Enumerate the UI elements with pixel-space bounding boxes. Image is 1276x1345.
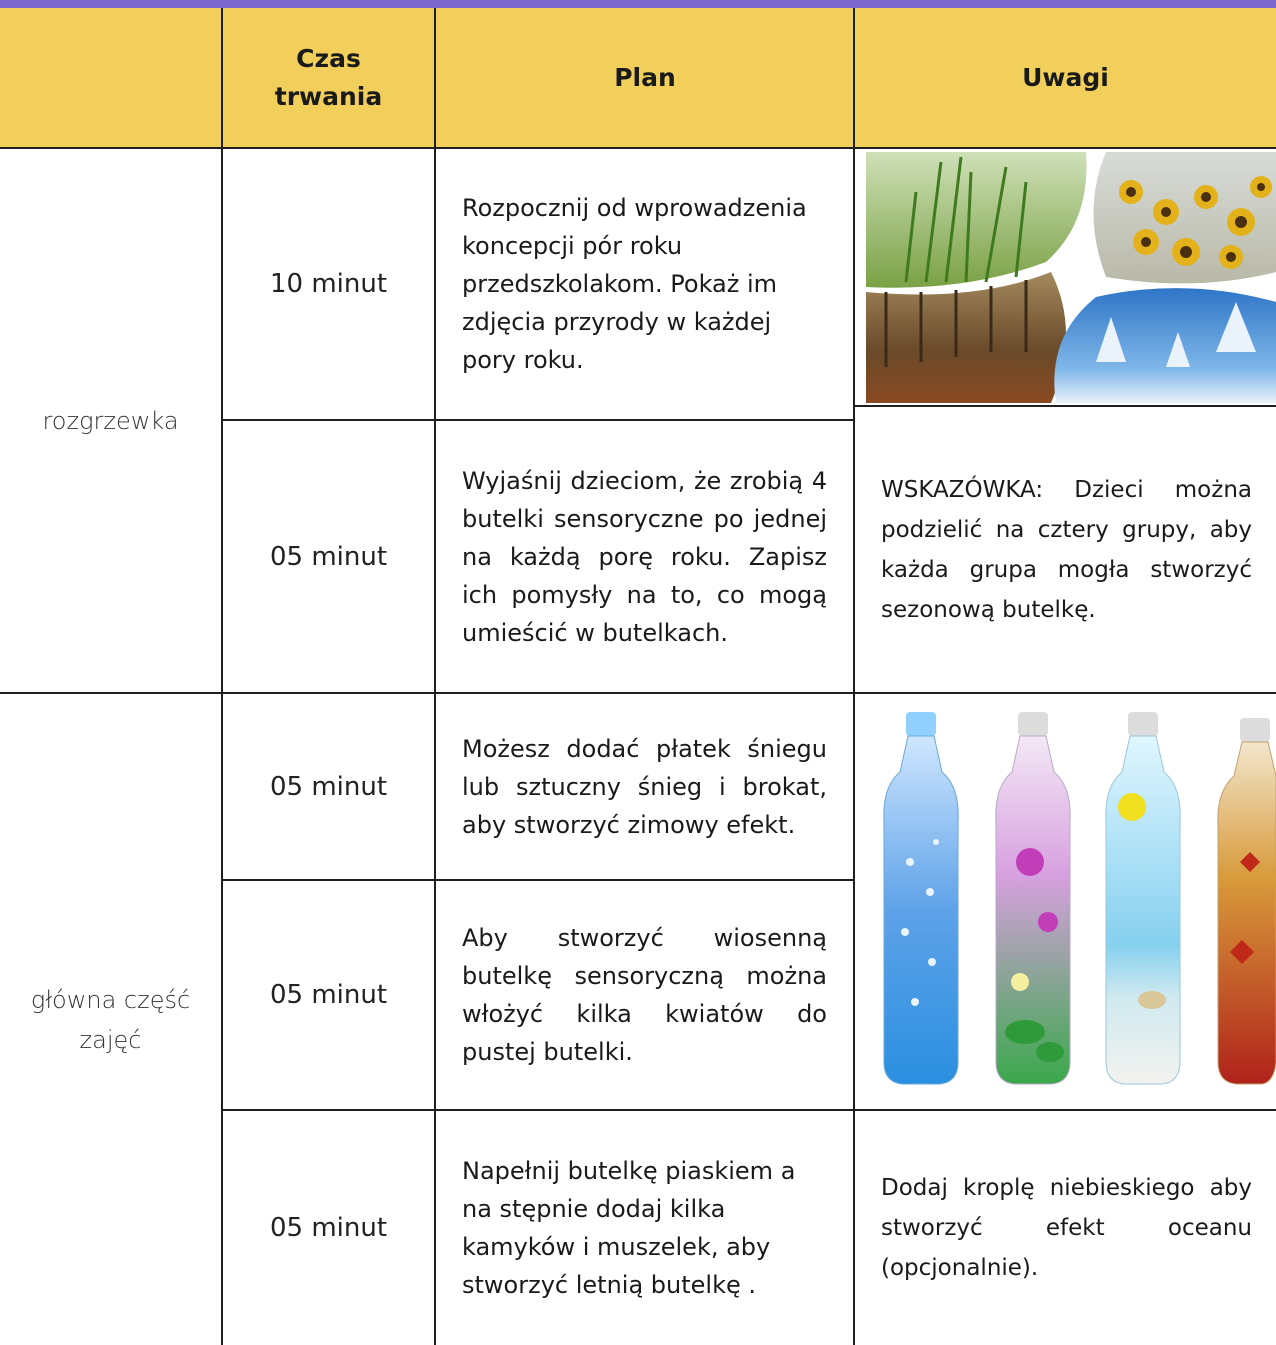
seasons-collage-image: [866, 152, 1276, 403]
plan-text: Aby stworzyć wiosenną butelkę sensoryczną można włożyć kilka kwiatów do pustej butelki.: [462, 924, 827, 1066]
header-notes: [855, 8, 1276, 147]
top-accent-bar: [0, 0, 1276, 8]
sensory-bottles-icon: [870, 712, 1276, 1092]
plan-text: Rozpocznij od wprowadzenia koncepcji pór roku przedszkolakom. Pokaż im zdjęcia przyrody w każdej pory roku.: [462, 194, 807, 374]
note-text: WSKAZÓWKA: Dzieci można podzielić na cztery grupy, aby każda grupa mogła stworzyć sezonową butelkę.: [881, 476, 1252, 623]
header-plan: [436, 8, 854, 147]
section-main-label: główna część zajęć: [30, 985, 191, 1054]
row-duration: [223, 881, 434, 1109]
section-warmup: [0, 149, 221, 692]
row-duration: [223, 149, 434, 419]
row-plan: [436, 1111, 853, 1345]
header-notes-label: Uwagi: [1022, 62, 1109, 92]
row-plan: [436, 881, 853, 1109]
plan-text: Napełnij butelkę piaskiem a na stępnie dodaj kilka kamyków i muszelek, aby stworzyć letnią butelkę .: [462, 1157, 796, 1299]
section-main: [0, 694, 221, 1345]
duration-text: 10 minut: [269, 269, 388, 299]
row-duration: [223, 421, 434, 692]
sensory-bottles-image: [870, 712, 1276, 1092]
seasons-collage-icon: [866, 152, 1276, 403]
row-note: [855, 407, 1276, 692]
row-duration: [223, 1111, 434, 1345]
row-plan: [436, 149, 853, 419]
row-plan: [436, 694, 853, 879]
header-duration: [222, 8, 435, 147]
duration-text: 05 minut: [269, 541, 388, 572]
note-text: Dodaj kroplę niebieskiego aby stworzyć efekt oceanu (opcjonalnie).: [881, 1175, 1252, 1281]
row-plan: [436, 421, 853, 692]
row-duration: [223, 694, 434, 879]
plan-text: Wyjaśnij dzieciom, że zrobią 4 butelki sensoryczne po jednej na każdą porę roku. Zapisz ich pomysły na to, co mogą umieścić w butelkach.: [462, 466, 827, 647]
plan-text: Możesz dodać płatek śniegu lub sztuczny śnieg i brokat, aby stworzyć zimowy efekt.: [462, 734, 827, 839]
duration-text: 05 minut: [269, 980, 388, 1010]
section-warmup-label: rozgrzewka: [42, 406, 179, 435]
header-plan-label: Plan: [614, 62, 676, 92]
duration-text: 05 minut: [269, 1213, 388, 1243]
header-duration-label: Czas trwania: [274, 43, 383, 111]
duration-text: 05 minut: [269, 771, 388, 802]
row-note: [855, 1111, 1276, 1345]
